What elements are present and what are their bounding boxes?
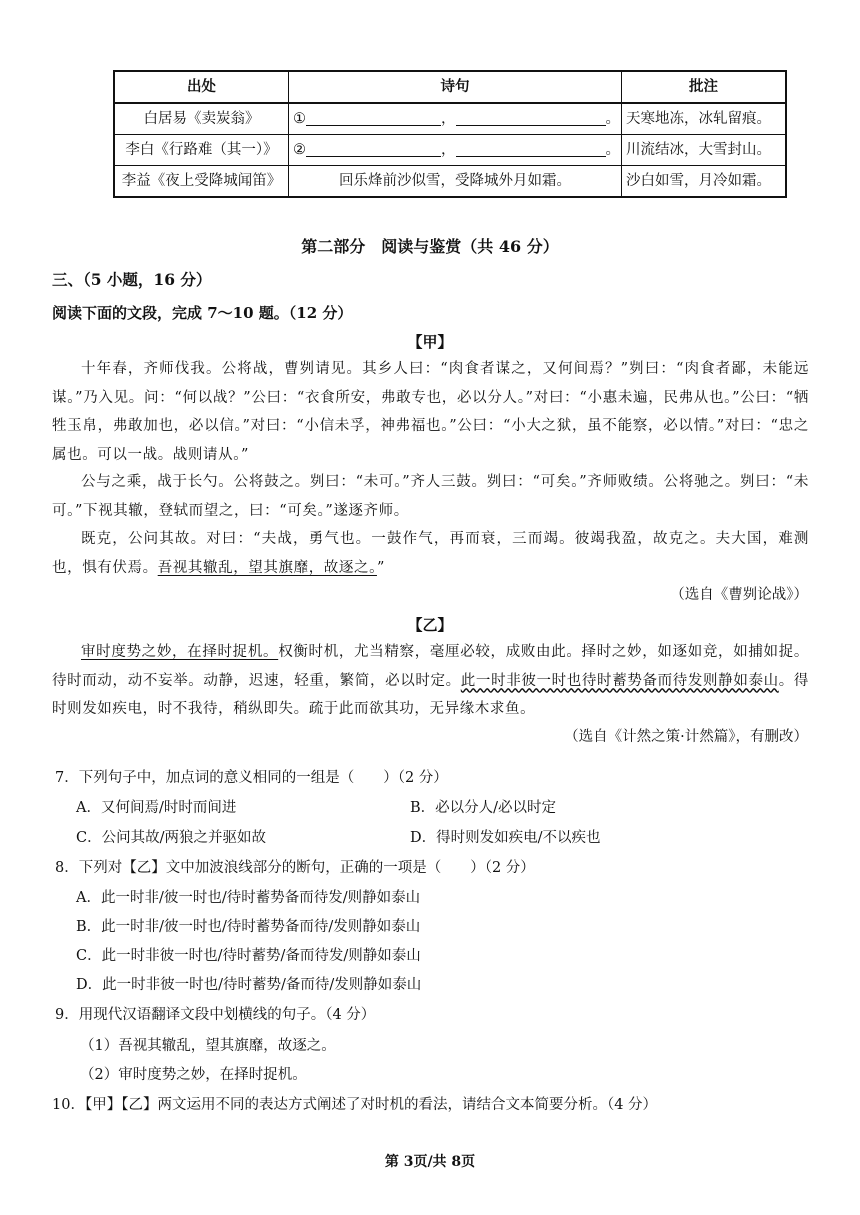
question-9-stem: 9．用现代汉语翻译文段中划横线的句子。（4 分） (55, 1007, 376, 1023)
text: 权衡时机，尤当精察，毫厘必较，成败由此。择时之妙，如逐如竞，如捕如捉。待时而动，动不妄举。动静，迟速，轻重，繁简，必以时定。 (52, 644, 809, 689)
text: 既克，公问其故。对曰：“夫战，勇气也。一鼓作气，再而衰，三而竭。彼竭我盈，故克之。夫大国，难测也，惧有伏焉。 (52, 531, 809, 576)
passage-yi-label: 【乙】 (407, 616, 453, 634)
poem-table (113, 70, 787, 198)
passage-jia-source: （选自《曹刿论战》） (670, 587, 808, 603)
question-8-option-c[interactable]: C．此一时非彼一时也/待时蓄势/备而待发/则静如泰山 (76, 948, 421, 964)
passage-yi-source: （选自《计然之策·计然篇》，有删改） (564, 729, 808, 745)
period: 。 (605, 111, 620, 127)
row-poem: 回乐烽前沙似雪，受降城外月如霜。 (289, 166, 622, 198)
period: 。 (605, 142, 620, 158)
comma: ， (441, 111, 456, 127)
underlined-sentence: 吾视其辙乱，望其旗靡，故逐之。 (157, 559, 377, 576)
question-8-stem: 8．下列对【乙】文中加波浪线部分的断句，正确的一项是（ ）（2 分） (55, 860, 535, 876)
row-note: 天寒地冻，冰轧留痕。 (622, 103, 787, 135)
question-9-sentence-1: （1）吾视其辙乱，望其旗靡，故逐之。 (80, 1038, 336, 1054)
blank-marker: ② (293, 142, 306, 158)
text: ” (376, 559, 385, 576)
row-poem-blank (289, 135, 622, 166)
page-footer: 第 3页/共 8页 (384, 1154, 476, 1170)
table-header-row (114, 71, 786, 103)
section-heading: 三、（5 小题，16 分） (52, 270, 212, 289)
passage-yi-paragraph (52, 638, 809, 724)
text: 。得时则发如疾电，时不我待，稍纵即失。疏于此而欲其功，无异缘木求鱼。 (52, 672, 809, 717)
table-row (114, 166, 786, 198)
header-source: 出处 (114, 71, 289, 103)
wavy-underlined-text: 此一时非彼一时也待时蓄势备而待发则静如泰山 (460, 672, 779, 689)
question-9-sentence-2: （2）审时度势之妙，在择时捉机。 (80, 1067, 307, 1083)
comma: ， (441, 142, 456, 158)
header-note: 批注 (622, 71, 787, 103)
passage-jia-paragraph-1: 十年春，齐师伐我。公将战，曹刿请见。其乡人曰：“肉食者谋之，又何间焉？”刿曰：“肉食者鄙，未能远谋。”乃入见。问：“何以战？”公曰：“衣食所安，弗敢专也，必以分人。”对曰：“小惠未遍，民弗从也。”公曰：“牺牲玉帛，弗敢加也，必以信。”对曰：“小信未孚，神弗福也。”公曰：“小大之狱，虽不能察，必以情。”对曰：“忠之属也。可以一战。战则请从。” (52, 361, 809, 463)
question-7-option-d[interactable]: D．得时则发如疾电/不以疾也 (410, 830, 601, 846)
question-8-option-b[interactable]: B．此一时非/彼一时也/待时蓄势备而待/发则静如泰山 (76, 919, 421, 935)
answer-blank[interactable] (306, 109, 441, 126)
passage-jia-label: 【甲】 (407, 333, 453, 351)
part-title: 第二部分 阅读与鉴赏（共 46 分） (301, 237, 559, 256)
answer-blank[interactable] (306, 140, 441, 157)
question-8-option-d[interactable]: D．此一时非彼一时也/待时蓄势/备而待/发则静如泰山 (76, 977, 422, 993)
table-row (114, 103, 786, 135)
reading-instruction: 阅读下面的文段，完成 7～10 题。（12 分） (52, 304, 353, 322)
question-8-option-a[interactable]: A．此一时非/彼一时也/待时蓄势备而待发/则静如泰山 (76, 890, 421, 906)
answer-blank[interactable] (456, 140, 606, 157)
row-note: 沙白如雪，月冷如霜。 (622, 166, 787, 198)
question-10-stem: 10．【甲】【乙】两文运用不同的表达方式阐述了对时机的看法，请结合文本简要分析。（4 分） (52, 1097, 658, 1113)
passage-jia-paragraph-3 (52, 525, 809, 582)
blank-marker: ① (293, 111, 306, 127)
question-7-option-b[interactable]: B．必以分人/必以时定 (410, 800, 557, 816)
row-source: 李益《夜上受降城闻笛》 (114, 166, 289, 198)
underlined-sentence: 审时度势之妙，在择时捉机。 (81, 644, 279, 660)
passage-jia-paragraph-2: 公与之乘，战于长勺。公将鼓之。刿曰：“未可。”齐人三鼓。刿曰：“可矣。”齐师败绩。公将驰之。刿曰：“未可。”下视其辙，登轼而望之，曰：“可矣。”遂逐齐师。 (52, 474, 809, 519)
question-7-stem: 7．下列句子中，加点词的意义相同的一组是（ ）（2 分） (55, 770, 448, 786)
row-source: 白居易《卖炭翁》 (114, 103, 289, 135)
table-row (114, 135, 786, 166)
row-note: 川流结冰，大雪封山。 (622, 135, 787, 166)
question-7-option-c[interactable]: C．公问其故/两狼之并驱如故 (76, 830, 266, 846)
row-poem-blank (289, 103, 622, 135)
question-7-option-a[interactable]: A．又何间焉/时时而间进 (76, 800, 237, 816)
header-poem: 诗句 (289, 71, 622, 103)
answer-blank[interactable] (456, 109, 606, 126)
row-source: 李白《行路难（其一）》 (114, 135, 289, 166)
